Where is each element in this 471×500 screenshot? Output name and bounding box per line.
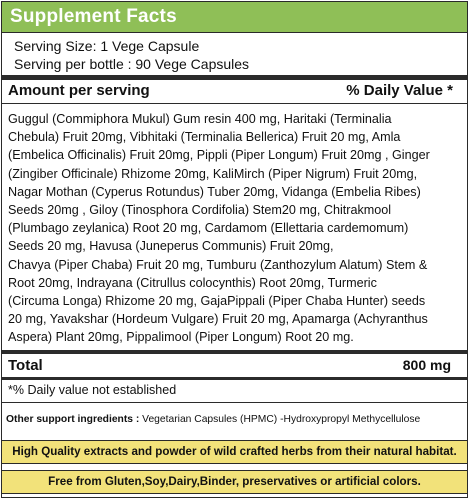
divider-thick xyxy=(2,350,467,354)
other-ingredients-value: Vegetarian Capsules (HPMC) -Hydroxypropyl Methycellulose xyxy=(139,414,421,425)
ingredient-line: Aspera) Plant 20mg, Pippalimool (Piper Longum) Root 20 mg. xyxy=(8,330,354,345)
serving-size: Serving Size: 1 Vege Capsule xyxy=(14,38,200,54)
ingredient-line: Nagar Mothan (Cyperus Rotundus) Tuber 20mg, Vidanga (Embelia Ribes) xyxy=(8,184,421,199)
ingredient-line: Chebula) Fruit 20mg, Vibhitaki (Terminalia Bellerica) Fruit 20 mg, Amla xyxy=(8,130,401,145)
quality-banner: High Quality extracts and powder of wild crafted herbs from their natural habitat. xyxy=(2,440,467,464)
divider-thick xyxy=(2,75,467,80)
amount-per-serving-heading: Amount per serving xyxy=(8,82,150,99)
free-from-banner: Free from Gluten,Soy,Dairy,Binder, preservatives or artificial colors. xyxy=(2,470,467,494)
ingredient-line: Root 20mg, Indrayana (Citrullus colocynthis) Root 20mg, Turmeric xyxy=(8,275,377,290)
total-value: 800 mg xyxy=(402,357,451,373)
ingredient-line: (Embelica Officinalis) Fruit 20mg, Pippli (Piper Longum) Fruit 20mg , Ginger xyxy=(8,148,430,163)
divider-thin xyxy=(2,103,467,104)
ingredient-line: (Plumbago zeylanica) Root 20 mg, Cardamom (Ellettaria cardemomum) xyxy=(8,221,409,236)
total-label: Total xyxy=(8,357,43,374)
supplement-facts-header xyxy=(2,2,467,33)
daily-value-heading: % Daily Value * xyxy=(346,82,453,99)
ingredients-list xyxy=(8,110,462,347)
ingredient-line: (Zingiber Officinale) Rhizome 20mg, KaliMirch (Piper Nigrum) Fruit 20mg, xyxy=(8,166,418,181)
ingredient-line: 20 mg, Yavakshar (Hordeum Vulgare) Fruit 20 mg, Apamarga (Achyranthus xyxy=(8,312,428,327)
other-ingredients-label: Other support ingredients : xyxy=(6,414,140,425)
ingredient-line: Guggul (Commiphora Mukul) Gum resin 400 mg, Haritaki (Terminalia xyxy=(8,112,392,126)
divider-thin xyxy=(2,402,467,403)
ingredient-line: Chavya (Piper Chaba) Fruit 20 mg, Tumburu (Zanthozylum Alatum) Stem & xyxy=(8,257,428,272)
panel-title: Supplement Facts xyxy=(10,6,177,27)
ingredient-line: Seeds 20mg , Giloy (Tinosphora Cordifolia) Stem20 mg, Chitrakmool xyxy=(8,203,392,218)
divider-thick xyxy=(2,377,467,380)
daily-value-footnote: *% Daily value not established xyxy=(8,383,177,397)
ingredient-line: (Circuma Longa) Rhizome 20 mg, GajaPippali (Piper Chaba Hunter) seeds xyxy=(8,294,426,309)
ingredient-line: Seeds 20 mg, Havusa (Juneperus Communis) Fruit 20mg, xyxy=(8,239,334,254)
other-ingredients xyxy=(6,414,420,425)
servings-per-bottle: Serving per bottle : 90 Vege Capsules xyxy=(14,56,250,72)
